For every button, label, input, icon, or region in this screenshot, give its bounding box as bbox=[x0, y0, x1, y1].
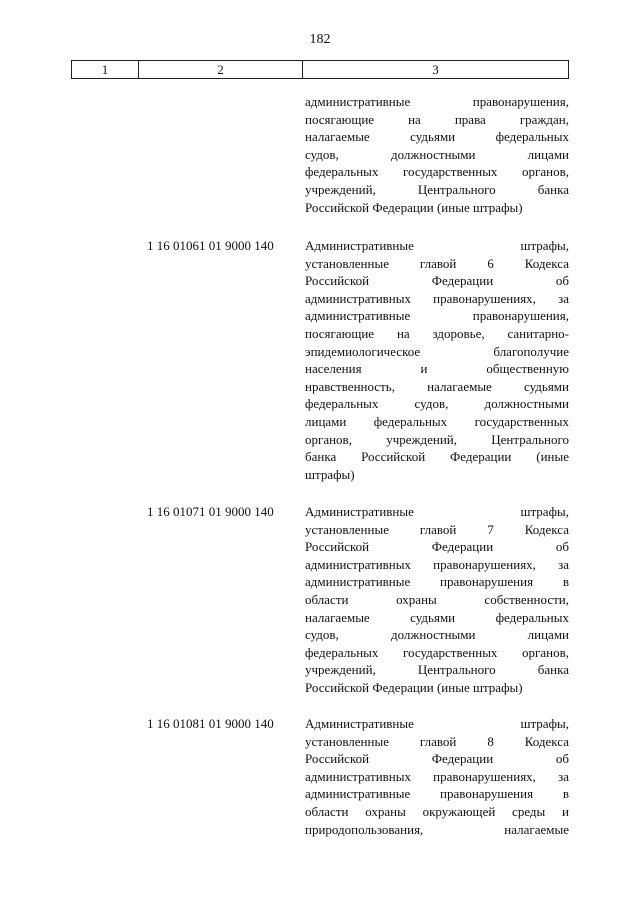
description-line: федеральных государственных органов, bbox=[305, 164, 569, 180]
description-line: Российской Федерации (иные штрафы) bbox=[305, 199, 523, 215]
description-line: административных правонарушениях, за bbox=[305, 290, 569, 306]
description-line: административные правонарушения в bbox=[305, 574, 569, 590]
description-line: посягающие на права граждан, bbox=[305, 111, 569, 127]
description-line: Российской Федерации об bbox=[305, 273, 569, 289]
kbk-code: 1 16 01061 01 9000 140 bbox=[147, 238, 274, 253]
description-line: административные правонарушения, bbox=[305, 308, 569, 324]
description-line: административные правонарушения в bbox=[305, 786, 569, 802]
description-line: налагаемые судьями федеральных bbox=[305, 129, 569, 145]
description-line: Административные штрафы, bbox=[305, 716, 569, 731]
description-line: установленные главой 6 Кодекса bbox=[305, 255, 569, 271]
description-line: области охраны окружающей среды и bbox=[305, 803, 569, 819]
description-line: Российской Федерации об bbox=[305, 751, 569, 767]
row-description bbox=[305, 237, 569, 483]
table-header-row bbox=[71, 60, 569, 79]
description-line: Российской Федерации (иные штрафы) bbox=[305, 679, 523, 695]
description-line: природопользования, налагаемые bbox=[305, 821, 569, 837]
description-line: административных правонарушениях, за bbox=[305, 768, 569, 784]
description-line: нравственность, налагаемые судьями bbox=[305, 378, 569, 394]
description-line: налагаемые судьями федеральных bbox=[305, 609, 569, 625]
column-header-2: 2 bbox=[139, 61, 303, 78]
description-line: судов, должностными лицами bbox=[305, 627, 569, 643]
description-line: области охраны собственности, bbox=[305, 591, 569, 607]
description-line: населения и общественную bbox=[305, 361, 569, 377]
description-line: органов, учреждений, Центрального bbox=[305, 431, 569, 447]
row-description bbox=[305, 503, 569, 697]
description-line: банка Российской Федерации (иные bbox=[305, 449, 569, 465]
page-number: 182 bbox=[309, 32, 331, 47]
description-line: эпидемиологическое благополучие bbox=[305, 343, 569, 359]
description-line: установленные главой 7 Кодекса bbox=[305, 521, 569, 537]
row-description bbox=[305, 715, 569, 838]
description-line: Российской Федерации об bbox=[305, 539, 569, 555]
kbk-code: 1 16 01071 01 9000 140 bbox=[147, 504, 274, 519]
description-line: лицами федеральных государственных bbox=[305, 413, 569, 429]
description-line: административные правонарушения, bbox=[305, 94, 569, 109]
description-line: посягающие на здоровье, санитарно- bbox=[305, 325, 569, 341]
description-line: учреждений, Центрального банка bbox=[305, 662, 569, 678]
description-line: штрафы) bbox=[305, 466, 355, 482]
row-description bbox=[305, 93, 569, 216]
description-line: Административные штрафы, bbox=[305, 238, 569, 253]
description-line: установленные главой 8 Кодекса bbox=[305, 733, 569, 749]
description-line: Административные штрафы, bbox=[305, 504, 569, 519]
description-line: судов, должностными лицами bbox=[305, 146, 569, 162]
description-line: федеральных судов, должностными bbox=[305, 396, 569, 412]
column-header-3: 3 bbox=[432, 62, 439, 77]
column-header-1: 1 bbox=[72, 61, 139, 78]
description-line: федеральных государственных органов, bbox=[305, 644, 569, 660]
description-line: учреждений, Центрального банка bbox=[305, 181, 569, 197]
kbk-code: 1 16 01081 01 9000 140 bbox=[147, 716, 274, 731]
description-line: административных правонарушениях, за bbox=[305, 556, 569, 572]
